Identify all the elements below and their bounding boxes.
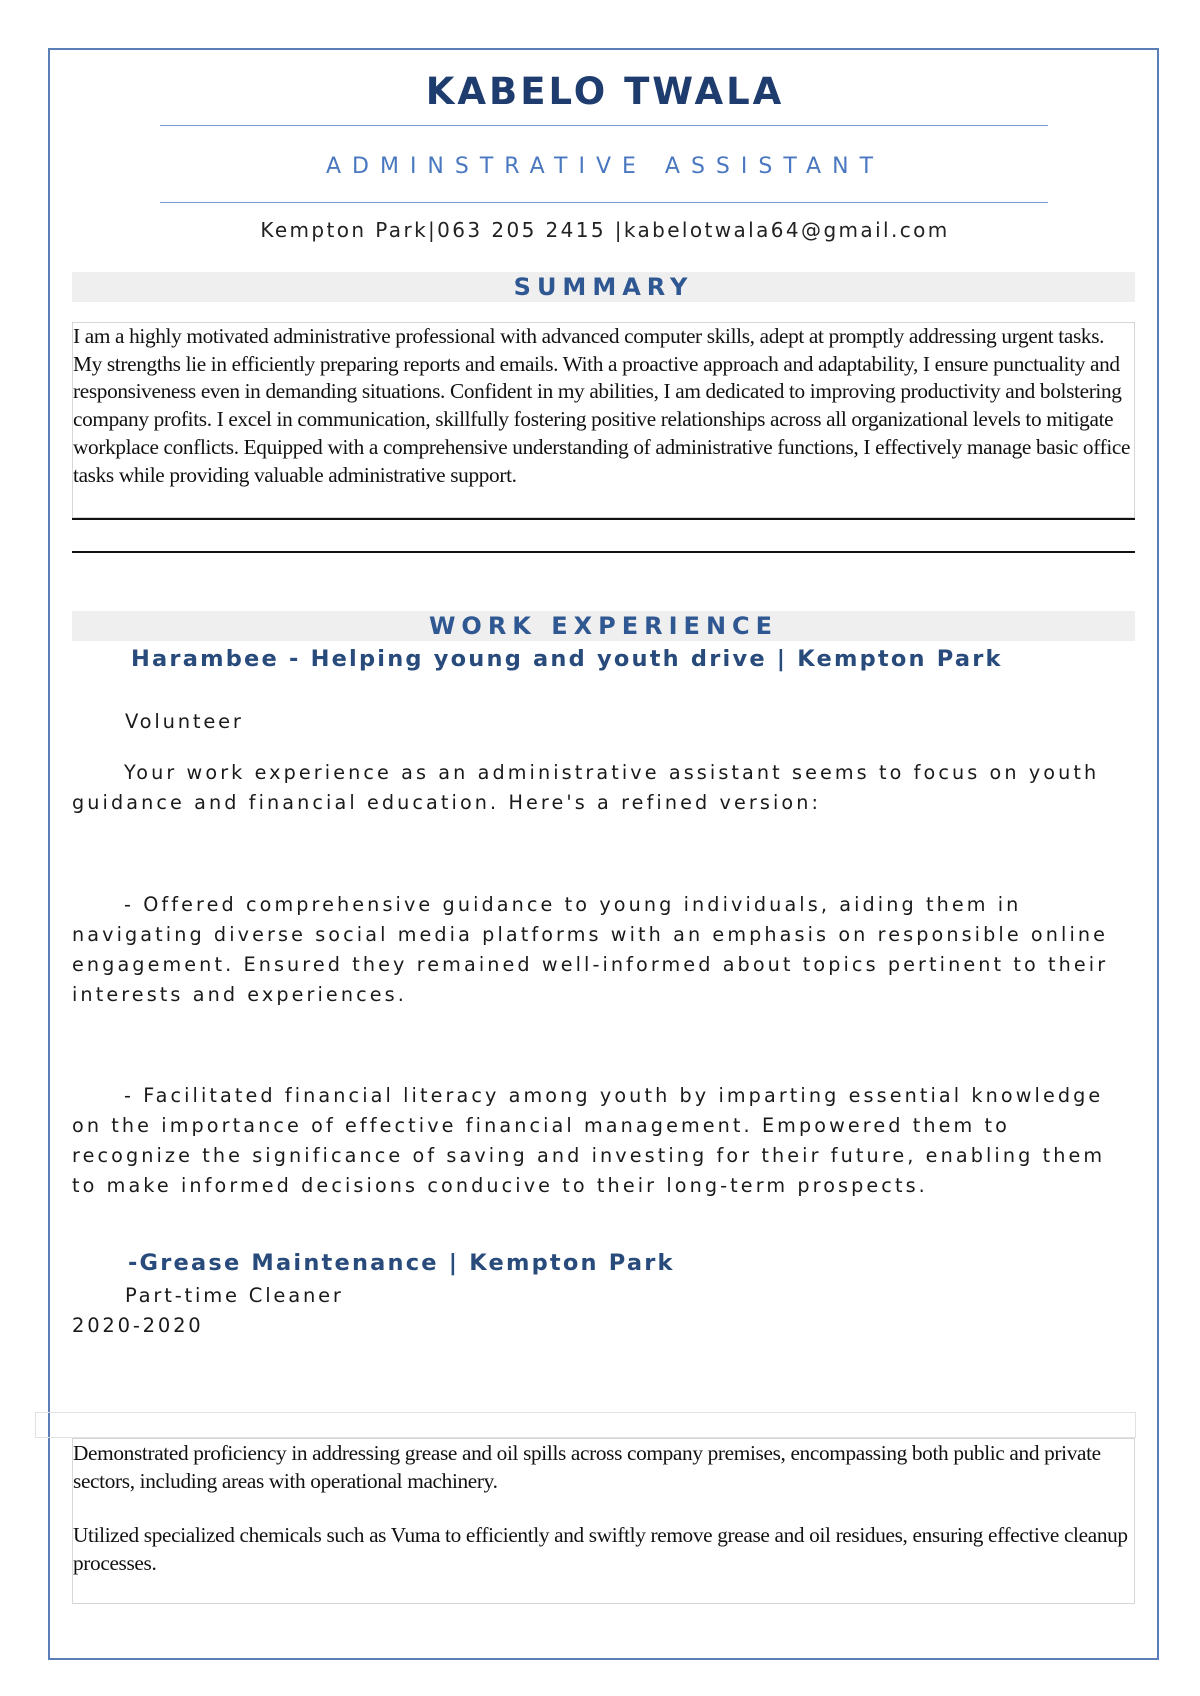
header-rule-top <box>160 125 1048 126</box>
summary-text: I am a highly motivated administrative professional with advanced computer skills, adept at promptly addressing urgent tasks. My strengths lie in efficiently preparing reports and emails. With a proactive approach and adaptability, I ensure punctuality and responsiveness even in demanding situations. Confident in my abilities, I am dedicated to improving productivity and bolstering company profits. I excel in communication, skillfully fostering positive relationships across all organizational levels to mitigate workplace conflicts. Equipped with a comprehensive understanding of administrative functions, I effectively manage basic office tasks while providing valuable administrative support. <box>73 324 1131 487</box>
job-1-intro: Your work experience as an administrative assistant seems to focus on youth guidance and financial education. Here's a refined version: <box>72 761 1100 814</box>
header-rule-bottom <box>160 202 1048 203</box>
job-title: ADMINSTRATIVE ASSISTANT <box>325 154 885 179</box>
job-1-bullet-2: - Facilitated financial literacy among youth by imparting essential knowledge on the importance of effective financial management. Empowered them to recognize the significance of saving and investing for their future, enabling them to make informed decisions conducive to their long-term prospects. <box>72 1084 1106 1197</box>
job-1-company: Harambee - Helping young and youth drive | Kempton Park <box>131 646 1003 672</box>
contact-line: Kempton Park|063 205 2415 |kabelotwala64@gmail.com <box>260 218 950 242</box>
job-2-paragraph-2: Utilized specialized chemicals such as Vuma to efficiently and swiftly remove grease and oil residues, ensuring effective cleanup processes. <box>73 1523 1128 1575</box>
summary-underline <box>72 518 1135 520</box>
summary-heading: SUMMARY <box>513 273 694 301</box>
job-2-dates: 2020-2020 <box>72 1314 204 1337</box>
job-2-empty-row <box>35 1412 1136 1438</box>
job-1-bullet-1: - Offered comprehensive guidance to young individuals, aiding them in navigating diverse social media platforms with an emphasis on responsible online engagement. Ensured they remained well-informed about topics pertinent to their interests and experiences. <box>72 893 1109 1006</box>
job-1-role: Volunteer <box>125 710 244 733</box>
job-2-paragraph-1: Demonstrated proficiency in addressing grease and oil spills across company premises, encompassing both public and private sectors, including areas with operational machinery. <box>73 1441 1101 1493</box>
section-divider <box>72 551 1135 553</box>
experience-heading: WORK EXPERIENCE <box>428 612 779 640</box>
job-2-company: -Grease Maintenance | Kempton Park <box>128 1250 675 1276</box>
job-2-role: Part-time Cleaner <box>125 1284 344 1307</box>
candidate-name: KABELO TWALA <box>425 70 785 113</box>
